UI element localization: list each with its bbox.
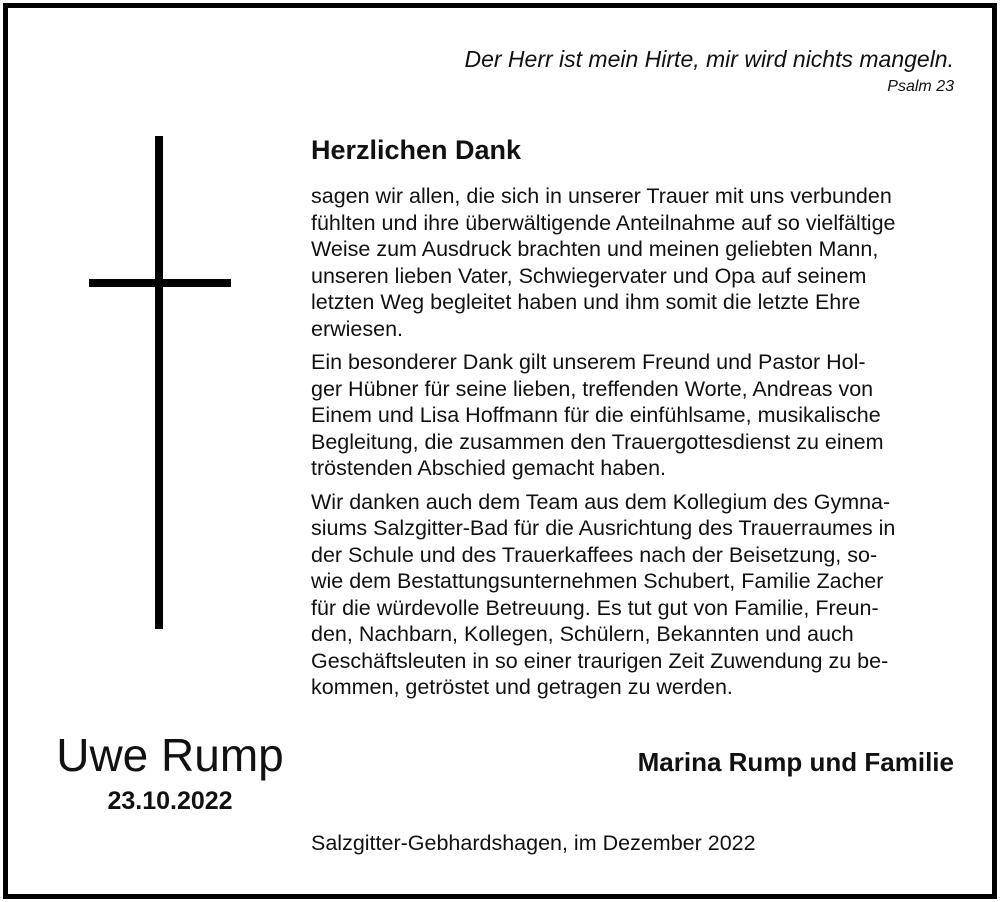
place-date: Salzgitter-Gebhardshagen, im Dezember 2022 <box>311 831 756 855</box>
text-line: sagen wir allen, die sich in unserer Trauer mit uns verbunden <box>311 184 892 208</box>
text-line: ger Hübner für seine lieben, treffenden Worte, Andreas von <box>311 376 874 401</box>
text-line: tröstenden Abschied gemacht haben. <box>311 456 667 480</box>
body-paragraph <box>311 489 954 701</box>
text-line: unseren lieben Vater, Schwiegervater und Opa auf seinem <box>311 263 867 288</box>
text-line: Weise zum Ausdruck brachten und meinen geliebten Mann, <box>311 237 879 261</box>
text-line: Geschäftsleuten in so einer traurigen Zeit Zuwendung zu be- <box>311 648 889 673</box>
text-line: wie dem Bestattungsunternehmen Schubert, Familie Zacher <box>311 569 884 593</box>
text-line: Wir danken auch dem Team aus dem Kollegium des Gymna- <box>311 489 891 514</box>
text-line: letzten Weg begleitet haben und ihm somit die letzte Ehre <box>311 290 861 314</box>
signature: Marina Rump und Familie <box>637 747 954 777</box>
bible-quote-reference: Psalm 23 <box>887 78 954 95</box>
cross-vertical-beam <box>155 136 163 629</box>
cross-horizontal-beam <box>89 279 231 287</box>
text-line: für die würdevolle Betreuung. Es tut gut von Familie, Freun- <box>311 595 879 620</box>
deceased-date: 23.10.2022 <box>107 787 233 815</box>
text-line: siums Salzgitter-Bad für die Ausrichtung des Trauerraumes in <box>311 516 896 540</box>
text-line: erwiesen. <box>311 316 404 341</box>
text-line: fühlten und ihre überwältigende Anteilnahme auf so vielfältige <box>311 210 896 235</box>
notice-heading: Herzlichen Dank <box>311 135 522 165</box>
body-paragraph <box>311 183 954 342</box>
text-line: kommen, getröstet und getragen zu werden. <box>311 675 733 699</box>
notice-body <box>311 183 954 708</box>
text-line: den, Nachbarn, Kollegen, Schülern, Bekannten und auch <box>311 622 854 646</box>
text-line: Ein besonderer Dank gilt unserem Freund und Pastor Hol- <box>311 350 866 374</box>
body-paragraph <box>311 349 954 482</box>
text-line: Begleitung, die zusammen den Trauergottesdienst zu einem <box>311 429 884 454</box>
text-line: der Schule und des Trauerkaffees nach der Beisetzung, so- <box>311 542 878 567</box>
text-line: Einem und Lisa Hoffmann für die einfühlsame, musikalische <box>311 403 881 427</box>
bible-quote: Der Herr ist mein Hirte, mir wird nichts mangeln. <box>464 46 954 72</box>
deceased-name: Uwe Rump <box>56 729 284 781</box>
